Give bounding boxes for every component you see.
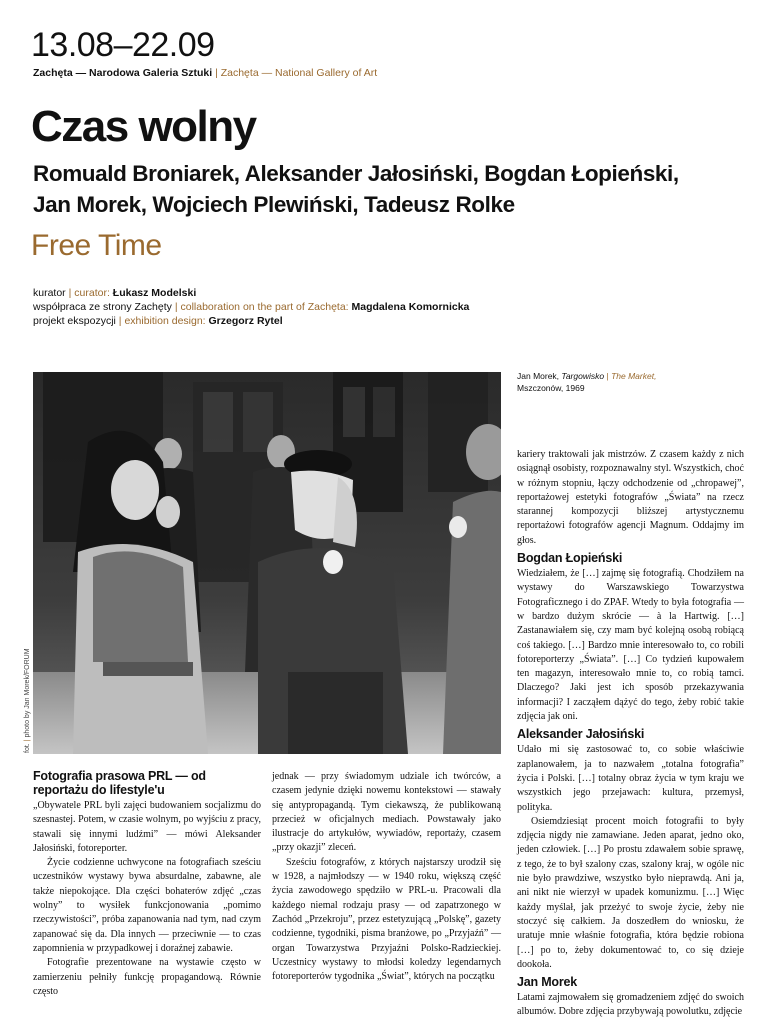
credits-block [33, 286, 469, 328]
section-heading-morek: Jan Morek [517, 975, 578, 990]
artists-line-2: Jan Morek, Wojciech Plewiński, Tadeusz Rolke [33, 192, 515, 217]
paragraph: „Obywatele PRL byli zajęci budowaniem socjalizmu do szesnastej. Potem, w czasie wolnym, po wyjściu z pracy, stawali się innymi ludźmi” — mówi Aleksander Jałosiński, fotoreporter. [33, 800, 261, 854]
paragraph: Wiedziałem, że […] zajmę się fotografią. Chodziłem na wystawy do Warszawskiego Towarzystwa Fotograficznego i do ZPAF. Wtedy to była fotografia — w bardzo dużym skrócie — à la Hartwig. […] Zastanawiałem się, czy mam być kolejną osobą robiącą coś takiego. […] Bardzo mnie interesowało to, co robili fotoreporterzy „Świata”. […] Co tydzień kupowałem ten magazyn, interesowało mnie to, co robią tamci. Dlaczego? Jaki jest ich sposób przekazywania informacji? I zacząłem dążyć do tego, żeby robić takie zdjęcia jak oni. [517, 568, 744, 723]
article-column-3 [517, 448, 744, 1020]
paragraph: kariery traktowali jak mistrzów. Z czasem każdy z nich osiągnął osobisty, rozpoznawalny styl. Wszystkich, choć w różnym stopniu, łączy odchodzenie od „chropawej”, reportażowej estetyki fotografów „Świata” na rzecz starannej kompozycji bliższej artystycznemu reportażowi fotografów agencji Magnum. Oddajmy im głos. [517, 449, 744, 546]
english-title: Free Time [31, 229, 162, 262]
photo-credit-fot: fot. [24, 743, 31, 753]
exhibition-dates: 13.08–22.09 [31, 26, 215, 64]
photo-credit-separator: | [24, 739, 31, 742]
paragraph: Sześciu fotografów, z których najstarszy urodził się w 1928, a najmłodszy — w 1940 roku, większą część życia zawodowego spędziło w PRL-u. Pracowali dla każdego niemal rodzaju prasy — od zapatrzonego w Zachód „Przekroju”, przez estetyzującą „Polskę”, gazety codzienne, tygodniki, pisma branżowe, po „Przyjaźń” — organ Towarzystwa Przyjaźni Polsko-Radzieckiej. Uczestnicy wystawy to młodsi koledzy legendarnych fotoreporterów tygodnika „Świat”, których na początku [272, 856, 501, 983]
credit-label-en: collaboration on the part of Zachęta: [180, 301, 349, 313]
artists-line-1: Romuald Broniarek, Aleksander Jałosiński, Bogdan Łopieński, [33, 161, 679, 186]
venue [33, 67, 377, 79]
photo-caption [517, 370, 656, 394]
market-photograph [33, 372, 501, 754]
credit-separator: | [68, 287, 72, 299]
page-title: Czas wolny [31, 102, 256, 151]
section-heading-press-photography: Fotografia prasowa PRL — od reportażu do lifestyle'u [33, 769, 206, 797]
venue-polish: Zachęta — Narodowa Galeria Sztuki [33, 67, 213, 79]
article-column-1 [33, 770, 261, 999]
credit-name: Magdalena Komornicka [351, 301, 470, 313]
credit-exhibition-design [33, 314, 469, 328]
venue-separator: | [215, 67, 218, 79]
paragraph: Fotografie prezentowane na wystawie często w zamierzeniu pełniły funkcję propagandową. Równie często [33, 957, 261, 997]
credit-name: Grzegorz Rytel [208, 315, 283, 327]
caption-separator: | [606, 371, 609, 381]
photo-credit-author: photo by Jan Morek/FORUM [24, 648, 31, 738]
photo-credit [24, 648, 31, 753]
caption-author: Jan Morek, [517, 371, 560, 381]
caption-place: Mszczonów, 1969 [517, 383, 585, 393]
paragraph: Udało mi się zastosować to, co sobie właściwie zaplanowałem, ja to nazwałem „totalna fotografia” życia i Polski. […] totalny obraz życia w tym kraju we wszystkich jego przejawach: kultura, przemysł, polityka. [517, 744, 744, 813]
credit-label-en: curator: [74, 287, 110, 299]
artists-list [33, 158, 679, 220]
caption-title-en: The Market, [611, 371, 657, 381]
paragraph: jednak — przy świadomym udziale ich twórców, a czasem jedynie dzięki nowemu kontekstowi — stawały się antypropagandą. Tym ciekawszą, że publikowaną przecież w oficjalnych mediach. Powstawały jako ilustracje do artykułów, wywiadów, reportaży, czasem „przy okazji” zleceń. [272, 771, 501, 854]
credit-collaboration [33, 300, 469, 314]
paragraph: Latami zajmowałem się gromadzeniem zdjęć do swoich albumów. Dobre zdjęcia przybywają powolutku, zdjęcie [517, 992, 744, 1018]
credit-name: Łukasz Modelski [112, 287, 197, 299]
credit-label-pl: współpraca ze strony Zachęty [33, 301, 172, 313]
credit-label-en: exhibition design: [124, 315, 206, 327]
credit-label-pl: kurator [33, 287, 66, 299]
credit-label-pl: projekt ekspozycji [33, 315, 116, 327]
section-heading-lopienski: Bogdan Łopieński [517, 551, 623, 566]
credit-separator: | [174, 301, 178, 313]
credit-curator [33, 286, 469, 300]
article-column-2 [272, 770, 501, 984]
paragraph: Osiemdziesiąt procent moich fotografii to były zdjęcia nigdy nie zamawiane. Jeden aparat, jedno oko, jeden człowiek. […] Po prostu zdawałem sobie sprawę, z tego, że to był szalony czas, szalony kraj, w ogóle nic nie było prawdziwe, wszystko było nieprawdą. Ani ja, ani nikt nie wierzył w upadek komunizmu. […] Więc każdy myślał, jak przeżyć to swoje życie, żeby nie stoczyć się całkiem. Ja doszedłem do wniosku, że uratuje mnie właśnie fotografia, która będzie robiona […] po to, żeby dokumentować to, co się dzieje dookoła. [517, 815, 744, 970]
venue-english: Zachęta — National Gallery of Art [220, 67, 378, 79]
caption-title-pl: Targowisko [561, 371, 605, 381]
paragraph: Życie codzienne uchwycone na fotografiach sześciu uczestników wystawy bywa absurdalne, zabawne, ale także niepokojące. Dla części bohaterów zdjęć „czas wolny” to wysiłek funkcjonowania „pomimo rzeczywistości”, próba zapanowania nad tym, nad czym zapanować się da. Dla innych — przeciwnie — to czas zapomnienia w przypadkowej i doraźnej zabawie. [33, 857, 261, 954]
credit-separator: | [118, 315, 122, 327]
section-heading-jalosinski: Aleksander Jałosiński [517, 727, 645, 742]
